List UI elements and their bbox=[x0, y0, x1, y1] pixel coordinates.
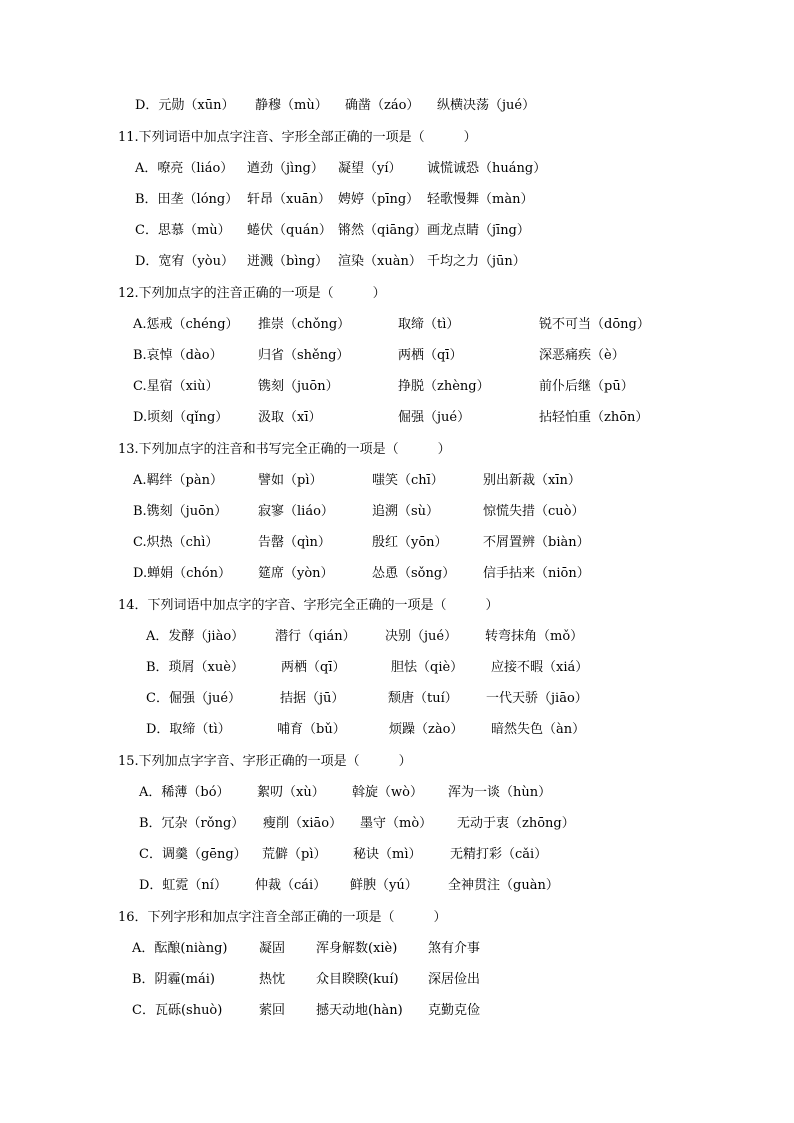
option-word: 推崇（chǒng） bbox=[258, 317, 351, 332]
option-row bbox=[0, 98, 794, 114]
option-row bbox=[0, 223, 794, 239]
option-word: 挣脱（zhèng） bbox=[398, 379, 490, 394]
option-word: 荒僻（pì） bbox=[262, 847, 327, 862]
option-word: 颓唐（tuí） bbox=[388, 691, 458, 706]
option-word: 画龙点睛（jīng） bbox=[427, 223, 530, 238]
option-row bbox=[0, 941, 794, 957]
option-word: 拮据（jū） bbox=[280, 691, 345, 706]
option-word: 斡旋（wò） bbox=[352, 785, 423, 800]
option-word: 信手拈来（niōn） bbox=[483, 566, 590, 581]
option-word: 娉婷（pīng） bbox=[338, 192, 420, 207]
option-label-word: A．酝酿(niàng) bbox=[132, 941, 228, 956]
question-stem: 15.下列加点字字音、字形正确的一项是（ ） bbox=[118, 754, 412, 769]
option-word: 热忱 bbox=[259, 972, 286, 987]
option-row bbox=[0, 348, 794, 364]
option-word: 取缔（tì） bbox=[398, 317, 460, 332]
question-stem: 14．下列词语中加点字的字音、字形完全正确的一项是（ ） bbox=[118, 598, 499, 613]
option-row bbox=[0, 660, 794, 676]
option-label-word: C.星宿（xiù） bbox=[133, 379, 219, 394]
option-word: 墨守（mò） bbox=[360, 816, 433, 831]
option-word: 归省（shěng） bbox=[258, 348, 350, 363]
option-label-word: B．阴霾(mái) bbox=[132, 972, 215, 987]
option-label-word: C.炽热（chì） bbox=[133, 535, 219, 550]
option-label-word: C．思慕（mù） bbox=[135, 223, 231, 238]
option-word: 深居俭出 bbox=[428, 972, 481, 987]
option-label-word: A．嘹亮（liáo） bbox=[135, 161, 234, 176]
option-word: 众目睽睽(kuí) bbox=[316, 972, 399, 987]
option-word: 克勤克俭 bbox=[428, 1003, 481, 1018]
option-word: 浑身解数(xiè) bbox=[316, 941, 398, 956]
option-word: 迸溅（bìng） bbox=[247, 254, 329, 269]
option-label-word: D.顷刻（qǐng） bbox=[133, 410, 229, 425]
option-label-word: C．倔强（jué） bbox=[146, 691, 242, 706]
option-word: 仲裁（cái） bbox=[255, 878, 327, 893]
option-word: 哺育（bǔ） bbox=[277, 722, 346, 737]
option-label-word: C．调羹（gēng） bbox=[139, 847, 247, 862]
option-row bbox=[0, 535, 794, 551]
option-word: 寂寥（liáo） bbox=[258, 504, 334, 519]
option-word: 轩昂（xuān） bbox=[247, 192, 331, 207]
option-row bbox=[0, 1003, 794, 1019]
option-row bbox=[0, 254, 794, 270]
option-word: 应接不暇（xiá） bbox=[491, 660, 589, 675]
option-word: 全神贯注（guàn） bbox=[448, 878, 559, 893]
option-word: 转弯抹角（mǒ） bbox=[485, 629, 584, 644]
option-word: 胆怯（qiè） bbox=[391, 660, 464, 675]
option-word: 絮叨（xù） bbox=[257, 785, 325, 800]
option-label-word: D．元勋（xūn） bbox=[135, 98, 235, 113]
option-label-word: D．取缔（tì） bbox=[146, 722, 231, 737]
option-label-word: B．田垄（lóng） bbox=[135, 192, 239, 207]
option-label-word: B．冗杂（rǒng） bbox=[139, 816, 245, 831]
question-stem: 12.下列加点字的注音正确的一项是（ ） bbox=[118, 286, 386, 301]
option-word: 镌刻（juōn） bbox=[258, 379, 339, 394]
option-word: 无精打彩（cǎi） bbox=[450, 847, 548, 862]
option-row bbox=[0, 691, 794, 707]
option-word: 遒劲（jìng） bbox=[247, 161, 324, 176]
option-label-word: D．虹霓（ní） bbox=[139, 878, 227, 893]
option-word: 撼天动地(hàn) bbox=[316, 1003, 403, 1018]
option-row bbox=[0, 878, 794, 894]
option-word: 确凿（záo） bbox=[345, 98, 420, 113]
option-word: 暗然失色（àn） bbox=[491, 722, 586, 737]
option-label-word: C．瓦砾(shuò) bbox=[132, 1003, 223, 1018]
option-word: 嗤笑（chī） bbox=[372, 473, 444, 488]
option-word: 殷红（yōn） bbox=[372, 535, 448, 550]
option-word: 两栖（qī） bbox=[398, 348, 463, 363]
option-row bbox=[0, 504, 794, 520]
option-word: 倔强（jué） bbox=[398, 410, 471, 425]
option-label-word: A.惩戒（chéng） bbox=[133, 317, 239, 332]
option-word: 浑为一谈（hùn） bbox=[448, 785, 552, 800]
question-stem: 16．下列字形和加点字注音全部正确的一项是（ ） bbox=[118, 910, 447, 925]
question-stem: 13.下列加点字的注音和书写完全正确的一项是（ ） bbox=[118, 442, 451, 457]
option-word: 萦回 bbox=[259, 1003, 286, 1018]
option-word: 烦躁（zào） bbox=[389, 722, 464, 737]
option-label-word: D．宽宥（yòu） bbox=[135, 254, 234, 269]
option-row bbox=[0, 629, 794, 645]
option-word: 秘诀（mì） bbox=[353, 847, 422, 862]
option-word: 瘦削（xiāo） bbox=[263, 816, 343, 831]
option-row bbox=[0, 847, 794, 863]
option-row bbox=[0, 785, 794, 801]
option-row bbox=[0, 566, 794, 582]
option-word: 潜行（qián） bbox=[275, 629, 356, 644]
option-row bbox=[0, 473, 794, 489]
option-word: 轻歌慢舞（màn） bbox=[427, 192, 534, 207]
option-word: 千均之力（jūn） bbox=[427, 254, 526, 269]
option-label-word: B.哀悼（dào） bbox=[133, 348, 223, 363]
option-word: 拈轻怕重（zhōn） bbox=[539, 410, 649, 425]
option-row bbox=[0, 816, 794, 832]
option-word: 诚慌诚恐（huáng） bbox=[427, 161, 547, 176]
option-word: 怂恿（sǒng） bbox=[372, 566, 456, 581]
option-word: 深恶痛疾（è） bbox=[539, 348, 625, 363]
option-row bbox=[0, 161, 794, 177]
option-word: 决别（jué） bbox=[385, 629, 458, 644]
option-word: 凝固 bbox=[259, 941, 286, 956]
option-word: 不屑置辨（biàn） bbox=[483, 535, 590, 550]
option-word: 蜷伏（quán） bbox=[247, 223, 332, 238]
option-word: 筵席（yòn） bbox=[258, 566, 334, 581]
option-word: 渲染（xuàn） bbox=[338, 254, 422, 269]
option-row bbox=[0, 317, 794, 333]
option-word: 惊慌失措（cuò） bbox=[483, 504, 585, 519]
option-word: 鲜腴（yú） bbox=[350, 878, 418, 893]
option-row bbox=[0, 722, 794, 738]
option-word: 一代天骄（jiāo） bbox=[486, 691, 588, 706]
option-label-word: A．稀薄（bó） bbox=[139, 785, 230, 800]
option-row bbox=[0, 192, 794, 208]
option-row bbox=[0, 410, 794, 426]
option-word: 譬如（pì） bbox=[258, 473, 323, 488]
option-word: 凝望（yí） bbox=[338, 161, 402, 176]
option-label-word: A．发酵（jiào） bbox=[146, 629, 245, 644]
option-row bbox=[0, 379, 794, 395]
option-label-word: B.镌刻（juōn） bbox=[133, 504, 228, 519]
option-word: 锐不可当（dōng） bbox=[539, 317, 650, 332]
option-label-word: A.羁绊（pàn） bbox=[133, 473, 223, 488]
option-word: 煞有介事 bbox=[428, 941, 481, 956]
option-word: 两栖（qī） bbox=[281, 660, 346, 675]
option-word: 静穆（mù） bbox=[255, 98, 328, 113]
option-word: 无动于衷（zhōng） bbox=[457, 816, 575, 831]
option-row bbox=[0, 972, 794, 988]
question-stem: 11.下列词语中加点字注音、字形全部正确的一项是（ ） bbox=[118, 130, 477, 145]
option-label-word: B．琐屑（xuè） bbox=[146, 660, 244, 675]
option-word: 别出新裁（xīn） bbox=[483, 473, 581, 488]
option-word: 纵横决荡（jué） bbox=[437, 98, 536, 113]
option-word: 追溯（sù） bbox=[372, 504, 440, 519]
option-label-word: D.蝉娟（chón） bbox=[133, 566, 231, 581]
option-word: 汲取（xī） bbox=[258, 410, 322, 425]
option-word: 锵然（qiāng） bbox=[338, 223, 427, 238]
option-word: 告罄（qìn） bbox=[258, 535, 331, 550]
option-word: 前仆后继（pū） bbox=[539, 379, 634, 394]
